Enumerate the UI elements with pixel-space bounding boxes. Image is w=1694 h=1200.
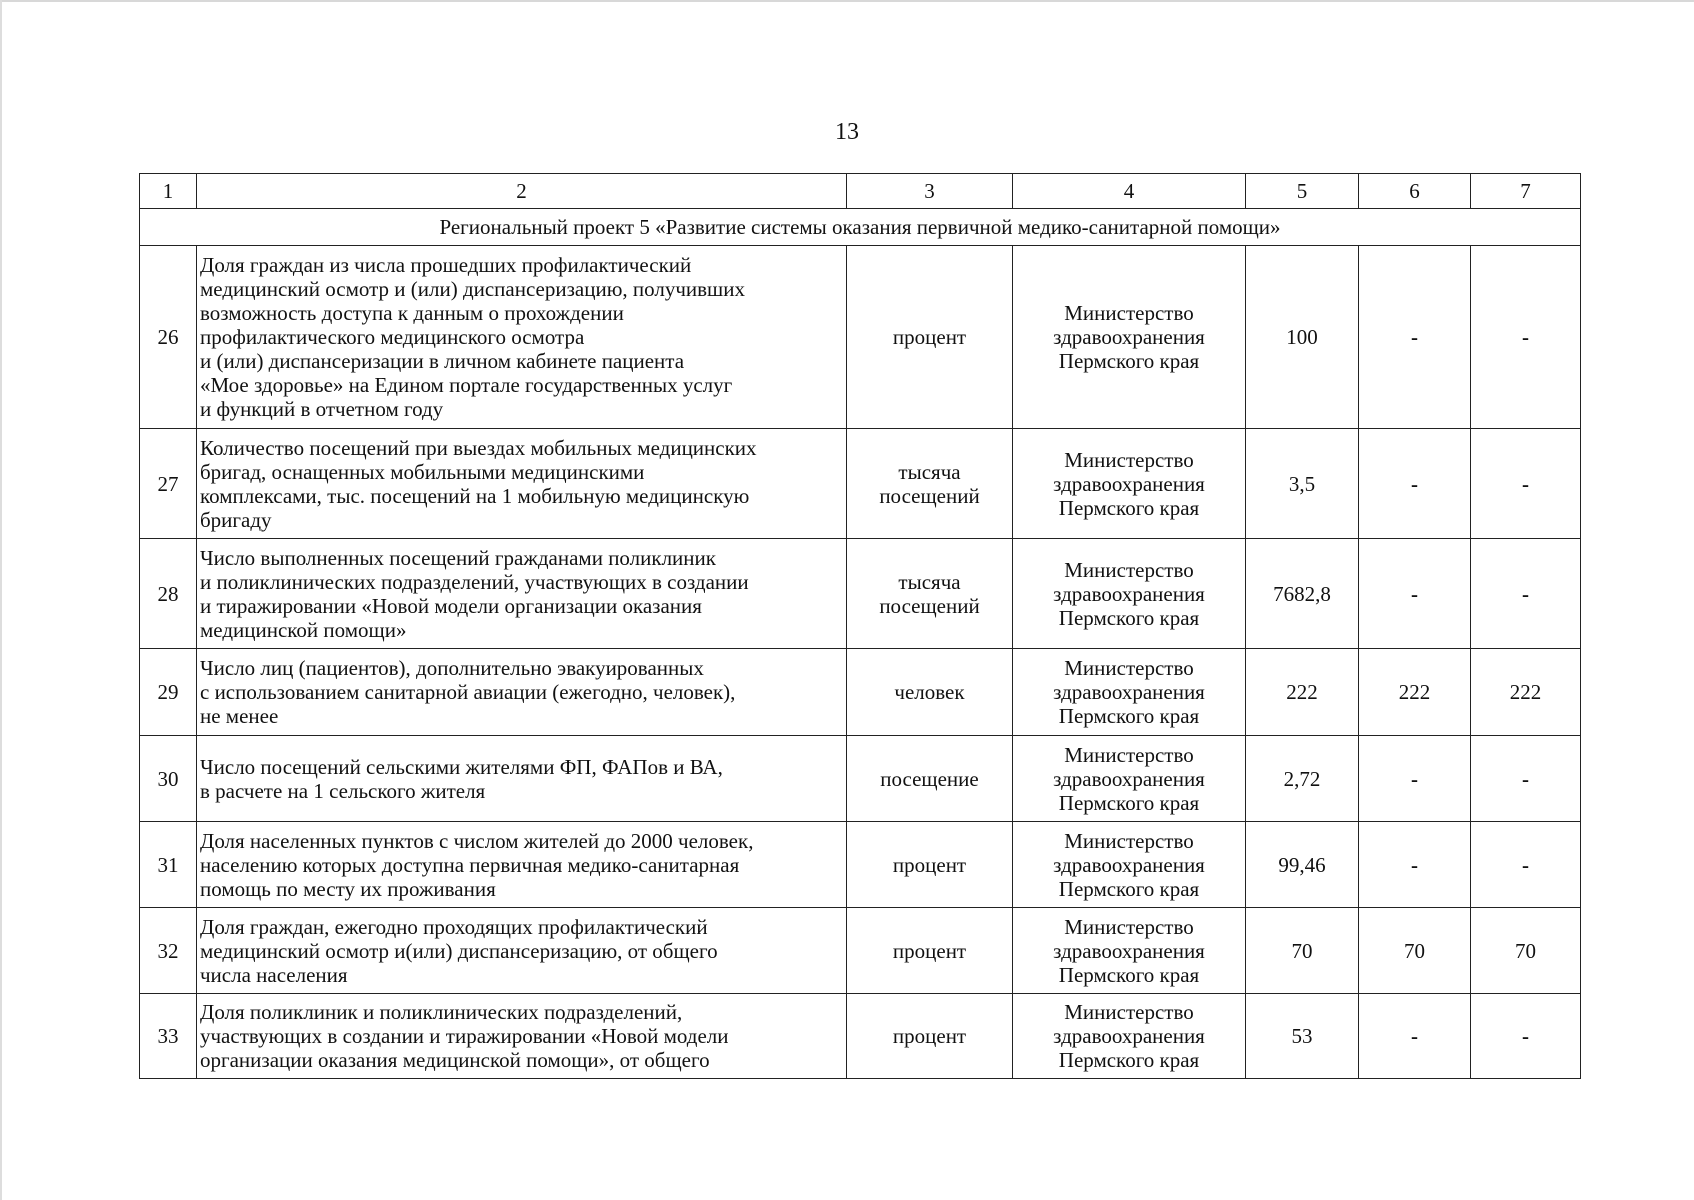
cell-value: - [1522, 581, 1529, 606]
value-col-7 [1471, 736, 1581, 822]
indicator-name [197, 908, 847, 994]
cell-line: Министерство [1064, 828, 1194, 853]
cell-line: возможность доступа к данным о прохождении [200, 301, 624, 325]
unit-cell [847, 429, 1013, 539]
page-number: 13 [835, 119, 859, 145]
cell-line: Пермского края [1058, 349, 1200, 373]
cell-value: - [1522, 1024, 1529, 1048]
cell-line: процент [892, 852, 967, 877]
cell-line: Министерство [1064, 656, 1194, 680]
cell-line: Число посещений сельскими жителями ФП, ФАПов и ВА, [200, 754, 723, 779]
table-row [140, 908, 1581, 994]
table-row [140, 539, 1581, 649]
row-number: 28 [140, 539, 197, 649]
row-number: 33 [140, 994, 197, 1079]
cell-line: Пермского края [1058, 790, 1200, 815]
scan-edge-left [0, 0, 2, 1200]
cell-line: Пермского края [1058, 605, 1200, 630]
header-row [140, 174, 1581, 209]
cell-line: Пермского края [1058, 704, 1200, 728]
cell-line: Министерство [1064, 301, 1194, 325]
cell-line: «Мое здоровье» на Едином портале государственных услуг [200, 373, 733, 397]
cell-value: - [1411, 766, 1418, 791]
cell-line: медицинской помощи» [200, 617, 407, 642]
table-row [140, 649, 1581, 736]
value-col-5 [1246, 649, 1359, 736]
value-col-7 [1471, 822, 1581, 908]
cell-line: Число лиц (пациентов), дополнительно эвакуированных [200, 656, 704, 680]
cell-line: здравоохранения [1053, 680, 1205, 704]
cell-line: бригад, оснащенных мобильными медицинскими [200, 459, 645, 484]
scan-edge-top [0, 0, 1694, 2]
unit-cell [847, 649, 1013, 736]
section-title: Региональный проект 5 «Развитие системы оказания первичной медико-санитарной помощи» [140, 209, 1581, 246]
cell-line: Число выполненных посещений гражданами поликлиник [200, 545, 716, 570]
header-cell: 2 [197, 174, 847, 209]
responsible-cell [1013, 246, 1246, 429]
unit-cell [847, 822, 1013, 908]
value-col-5 [1246, 822, 1359, 908]
row-number: 27 [140, 429, 197, 539]
cell-value: 2,72 [1283, 766, 1321, 791]
cell-value: - [1411, 852, 1418, 877]
cell-line: здравоохранения [1053, 581, 1205, 606]
responsible-cell [1013, 649, 1246, 736]
value-col-7 [1471, 649, 1581, 736]
table-row [140, 994, 1581, 1079]
value-col-7 [1471, 908, 1581, 994]
cell-line: Министерство [1064, 447, 1194, 472]
cell-value: 222 [1398, 680, 1431, 704]
cell-line: и тиражировании «Новой модели организации оказания [200, 593, 702, 618]
value-col-6 [1359, 994, 1471, 1079]
cell-value: 53 [1291, 1024, 1313, 1048]
cell-line: Пермского края [1058, 1048, 1200, 1072]
indicator-name [197, 649, 847, 736]
responsible-cell [1013, 822, 1246, 908]
cell-line: здравоохранения [1053, 938, 1205, 963]
unit-cell [847, 908, 1013, 994]
value-col-6 [1359, 429, 1471, 539]
responsible-cell [1013, 994, 1246, 1079]
table-row [140, 429, 1581, 539]
cell-line: с использованием санитарной авиации (ежегодно, человек), [200, 680, 736, 704]
cell-line: Пермского края [1058, 495, 1200, 520]
cell-value: 70 [1515, 938, 1536, 963]
header-cell: 6 [1359, 174, 1471, 209]
cell-line: посещений [879, 483, 980, 508]
cell-line: Доля населенных пунктов с числом жителей до 2000 человек, [200, 828, 754, 853]
row-number: 32 [140, 908, 197, 994]
cell-value: - [1522, 852, 1529, 877]
value-col-6 [1359, 736, 1471, 822]
cell-line: не менее [200, 704, 279, 728]
cell-line: населению которых доступна первичная медико-санитарная [200, 852, 740, 877]
cell-line: помощь по месту их проживания [200, 876, 496, 901]
indicator-name [197, 246, 847, 429]
row-number: 26 [140, 246, 197, 429]
cell-value: 70 [1291, 938, 1313, 963]
responsible-cell [1013, 736, 1246, 822]
header-cell: 5 [1246, 174, 1359, 209]
cell-line: здравоохранения [1053, 852, 1205, 877]
header-cell: 4 [1013, 174, 1246, 209]
value-col-7 [1471, 994, 1581, 1079]
value-col-5 [1246, 539, 1359, 649]
table-row [140, 246, 1581, 429]
value-col-5 [1246, 908, 1359, 994]
cell-line: здравоохранения [1053, 325, 1205, 349]
cell-line: процент [892, 325, 967, 349]
cell-line: Министерство [1064, 914, 1194, 939]
cell-value: - [1411, 325, 1418, 349]
row-number: 30 [140, 736, 197, 822]
cell-value: 222 [1286, 680, 1318, 704]
cell-line: здравоохранения [1053, 471, 1205, 496]
value-col-6 [1359, 246, 1471, 429]
unit-cell [847, 539, 1013, 649]
indicators-table [139, 173, 1581, 1079]
cell-line: Пермского края [1058, 962, 1200, 987]
cell-line: Доля поликлиник и поликлинических подразделений, [200, 1000, 683, 1024]
cell-line: Доля граждан, ежегодно проходящих профилактический [200, 914, 708, 939]
cell-line: профилактического медицинского осмотра [200, 325, 585, 349]
cell-value: 100 [1286, 325, 1318, 349]
cell-line: комплексами, тыс. посещений на 1 мобильную медицинскую [200, 483, 750, 508]
cell-line: в расчете на 1 сельского жителя [200, 778, 486, 803]
cell-line: Министерство [1064, 1000, 1194, 1024]
header-cell: 3 [847, 174, 1013, 209]
cell-value: - [1522, 325, 1529, 349]
indicator-name [197, 539, 847, 649]
cell-line: бригаду [200, 507, 272, 532]
cell-line: посещение [880, 766, 979, 791]
row-number: 29 [140, 649, 197, 736]
cell-line: Доля граждан из числа прошедших профилактический [200, 253, 692, 277]
cell-line: тысяча [898, 459, 961, 484]
cell-line: медицинский осмотр и(или) диспансеризацию, от общего [200, 938, 718, 963]
cell-value: 7682,8 [1273, 581, 1331, 606]
cell-line: и функций в отчетном году [200, 397, 444, 421]
cell-value: 99,46 [1278, 852, 1326, 877]
section-row [140, 209, 1581, 246]
header-cell: 7 [1471, 174, 1581, 209]
cell-line: организации оказания медицинской помощи», от общего [200, 1048, 710, 1072]
cell-value: 70 [1404, 938, 1425, 963]
cell-line: и (или) диспансеризации в личном кабинете пациента [200, 349, 685, 373]
cell-line: медицинский осмотр и (или) диспансеризацию, получивших [200, 277, 745, 301]
unit-cell [847, 994, 1013, 1079]
unit-cell [847, 736, 1013, 822]
cell-line: процент [892, 938, 967, 963]
cell-value: - [1522, 766, 1529, 791]
cell-line: Пермского края [1058, 876, 1200, 901]
header-cell: 1 [140, 174, 197, 209]
value-col-7 [1471, 246, 1581, 429]
value-col-5 [1246, 736, 1359, 822]
value-col-5 [1246, 429, 1359, 539]
indicator-name [197, 994, 847, 1079]
cell-value: 3,5 [1288, 471, 1316, 496]
cell-line: здравоохранения [1053, 1024, 1205, 1048]
responsible-cell [1013, 908, 1246, 994]
value-col-7 [1471, 429, 1581, 539]
cell-line: человек [894, 680, 965, 704]
cell-line: Министерство [1064, 742, 1194, 767]
value-col-6 [1359, 908, 1471, 994]
indicator-name [197, 822, 847, 908]
cell-line: тысяча [898, 569, 961, 594]
indicator-name [197, 736, 847, 822]
table-row [140, 822, 1581, 908]
cell-value: 222 [1509, 680, 1542, 704]
value-col-5 [1246, 246, 1359, 429]
value-col-5 [1246, 994, 1359, 1079]
cell-line: здравоохранения [1053, 766, 1205, 791]
responsible-cell [1013, 429, 1246, 539]
responsible-cell [1013, 539, 1246, 649]
cell-value: - [1411, 1024, 1418, 1048]
value-col-6 [1359, 649, 1471, 736]
cell-line: Количество посещений при выездах мобильных медицинских [200, 435, 757, 460]
cell-line: и поликлинических подразделений, участвующих в создании [200, 569, 749, 594]
cell-line: Министерство [1064, 557, 1194, 582]
value-col-6 [1359, 822, 1471, 908]
indicator-name [197, 429, 847, 539]
row-number: 31 [140, 822, 197, 908]
table-row [140, 736, 1581, 822]
cell-line: числа населения [200, 962, 348, 987]
unit-cell [847, 246, 1013, 429]
cell-line: посещений [879, 593, 980, 618]
value-col-7 [1471, 539, 1581, 649]
cell-value: - [1411, 581, 1418, 606]
cell-line: участвующих в создании и тиражировании «Новой модели [200, 1024, 729, 1048]
value-col-6 [1359, 539, 1471, 649]
cell-line: процент [892, 1024, 967, 1048]
cell-value: - [1411, 471, 1418, 496]
cell-value: - [1522, 471, 1529, 496]
